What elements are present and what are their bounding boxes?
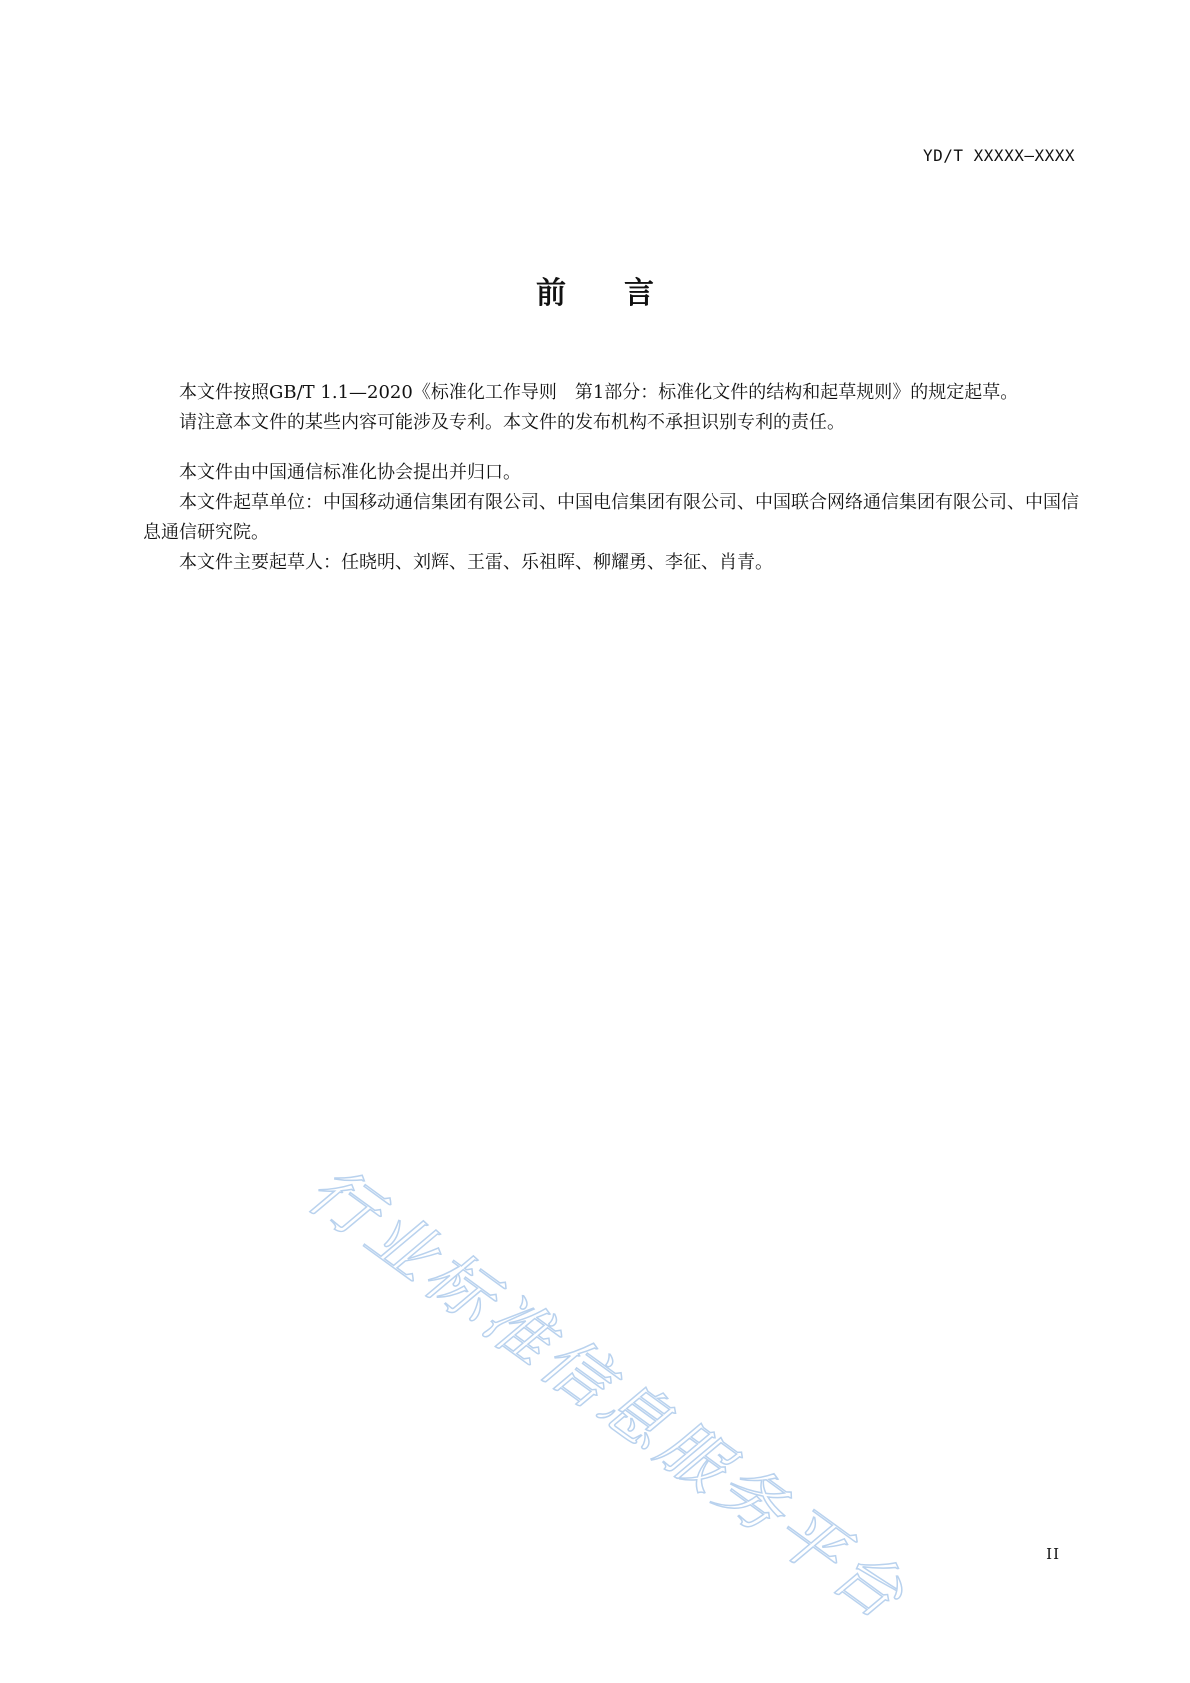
page-number: II: [1046, 1545, 1060, 1563]
paragraph-drafters: 本文件主要起草人：任晓明、刘辉、王雷、乐祖晖、柳耀勇、李征、肖青。: [179, 552, 773, 573]
paragraph-gap: [143, 438, 1083, 458]
paragraph-drafting-units: 本文件起草单位：中国移动通信集团有限公司、中国电信集团有限公司、中国联合网络通信集团有限公司、中国信息通信研究院。: [143, 492, 1079, 543]
paragraph-drafting-rules: 本文件按照GB/T 1.1—2020《标准化工作导则 第1部分：标准化文件的结构和起草规则》的规定起草。: [179, 382, 1019, 403]
page-title: 前言: [536, 276, 712, 311]
foreword-body: [143, 378, 1083, 578]
watermark: 行业标准信息服务平台: [293, 1151, 922, 1637]
paragraph-proposer: 本文件由中国通信标准化协会提出并归口。: [179, 462, 521, 483]
paragraph-patent-notice: 请注意本文件的某些内容可能涉及专利。本文件的发布机构不承担识别专利的责任。: [179, 412, 845, 433]
standard-number: YD/T XXXXX—XXXX: [923, 146, 1075, 165]
